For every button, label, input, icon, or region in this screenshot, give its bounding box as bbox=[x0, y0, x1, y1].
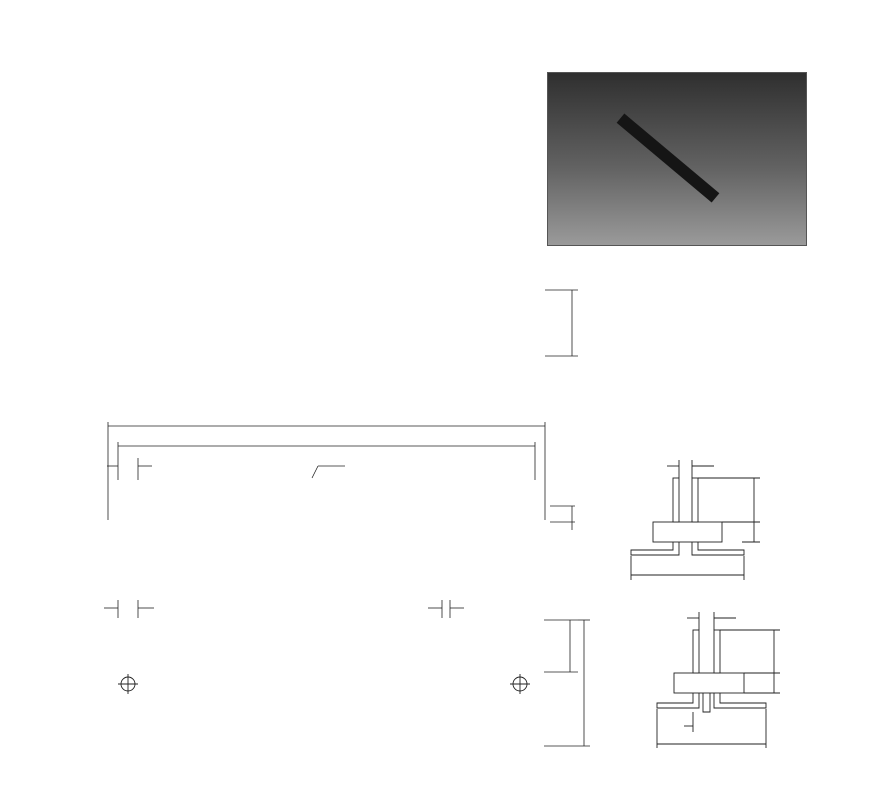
side-view-drawing bbox=[631, 460, 760, 580]
pcb-dimension-lines bbox=[104, 600, 590, 746]
photo-insulator bbox=[617, 114, 720, 203]
locating-hole-right bbox=[510, 674, 530, 694]
pin-header-photo-image bbox=[548, 73, 806, 245]
product-photo bbox=[547, 72, 807, 246]
locating-hole-left bbox=[118, 674, 138, 694]
front-dimension-lines bbox=[107, 422, 575, 530]
top-height-dimension bbox=[545, 290, 578, 356]
side-view-2-drawing bbox=[657, 612, 780, 748]
